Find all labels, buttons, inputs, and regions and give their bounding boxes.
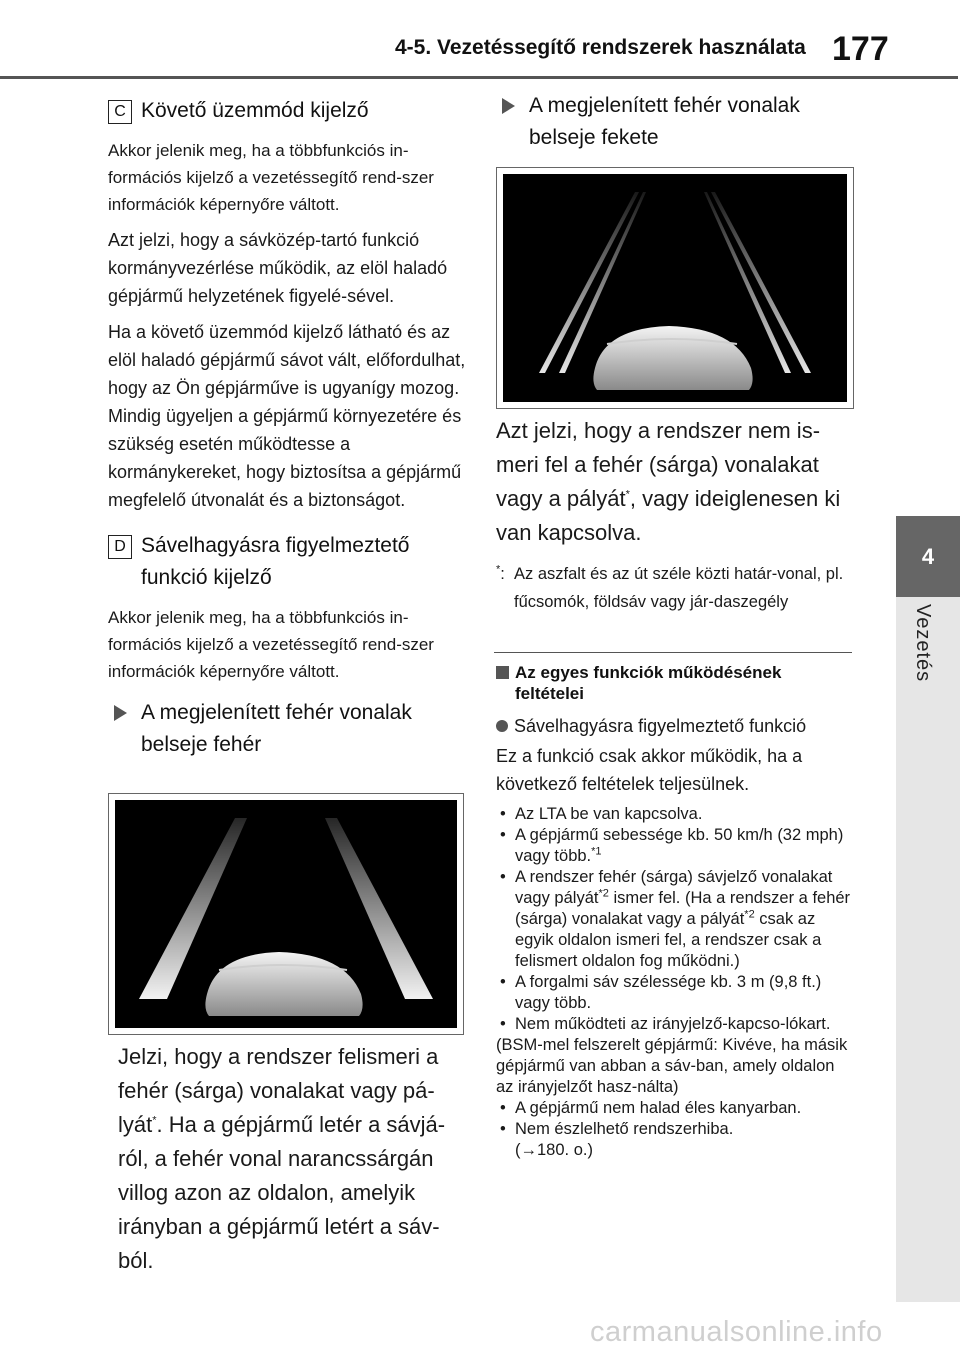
- right-column-top: [496, 90, 852, 154]
- footnote-star: *: [496, 563, 501, 576]
- section-divider: [494, 652, 852, 653]
- white-inside-heading: [108, 697, 466, 761]
- list-item: [496, 804, 854, 825]
- section-title: 4-5. Vezetéssegítő rendszerek használata: [395, 36, 806, 59]
- black-inside-description: [496, 414, 856, 550]
- list-item: [496, 1098, 854, 1119]
- footnote-mark: *2: [744, 908, 755, 921]
- list-item-text: ismer fel. (Ha a rendszer a fehér (sárga) vonalakat vagy a pályát: [515, 889, 851, 928]
- footnote-sep: :: [500, 565, 505, 583]
- lane-display-figure-black: [496, 167, 854, 409]
- section-d-intro: Akkor jelenik meg, ha a többfunkciós in-formációs kijelző a vezetéssegítő rend-szer információk képernyőre váltott.: [108, 608, 434, 681]
- left-column: [108, 95, 466, 761]
- chapter-tab[interactable]: 4: [896, 516, 960, 597]
- lane-display-white-illustration: [109, 794, 463, 1034]
- white-inside-text-b: . Ha a gépjármű letér a sávjá-ról, a fehér vonal narancssárgán villog azon az oldalon, amelyik irányban a gépjármű letért a sáv-ból.: [118, 1112, 446, 1273]
- left-column-bottom: [118, 1040, 458, 1278]
- conditions-section: [496, 662, 854, 1161]
- list-item-text: csak az egyik oldalon ismeri fel, a rendszer csak a felismert oldalon fog működni.): [515, 910, 822, 970]
- chapter-label: Vezetés: [912, 604, 934, 683]
- list-item-text: A rendszer fehér (sárga) sávjelző vonalakat vagy pályát: [515, 868, 833, 907]
- list-item-text: A gépjármű nem halad éles kanyarban.: [515, 1099, 802, 1117]
- section-c-heading: [108, 95, 466, 127]
- black-inside-heading: [496, 90, 852, 154]
- conditions-list: [496, 804, 854, 1035]
- conditions-subheading: [496, 714, 854, 738]
- list-item: [496, 1014, 854, 1035]
- list-item-text: A forgalmi sáv szélessége kb. 3 m (9,8 ft.) vagy több.: [515, 973, 822, 1012]
- white-inside-description: [118, 1040, 458, 1278]
- list-item: [496, 825, 854, 867]
- black-inside-text-a: Azt jelzi, hogy a rendszer nem is-meri fel a fehér (sárga) vonalakat vagy a pályát: [496, 418, 821, 511]
- list-item-text: A gépjármű sebessége kb. 50 km/h (32 mph) vagy több.: [515, 826, 844, 865]
- circle-bullet-icon: [496, 720, 508, 732]
- section-d-marker: D: [108, 535, 132, 559]
- section-d-title: Sávelhagyásra figyelmeztető funkció kijelző: [141, 534, 410, 589]
- black-inside-heading-text: A megjelenített fehér vonalak belseje fekete: [529, 94, 800, 149]
- section-c-paragraph-2: Ha a követő üzemmód kijelző látható és az elöl haladó gépjármű sávot vált, előfordulhat, hogy az Ön gépjárműve is ugyanígy mozog. Mindig ügyeljen a gépjármű környezetére és szükség esetén működtesse a kormánykereket, hogy biztosítsa a gépjármű megfelelő útvonalát és a biztonságot.: [108, 322, 466, 510]
- bsm-note: (BSM-mel felszerelt gépjármű: Kivéve, ha másik gépjármű van abban a sáv-ban, amely oldalon az irányjelzőt hasz-nálta): [496, 1036, 848, 1096]
- conditions-subtitle: Sávelhagyásra figyelmeztető funkció: [514, 716, 807, 736]
- black-inside-text-b: , vagy ideiglenesen ki van kapcsolva.: [496, 486, 841, 545]
- section-c-marker: C: [108, 100, 132, 124]
- list-item-text: Az LTA be van kapcsolva.: [515, 805, 703, 823]
- footnote-text: Az aszfalt és az út széle közti határ-vonal, pl. fűcsomók, földsáv vagy jár-daszegély: [514, 565, 844, 611]
- section-c-intro: Akkor jelenik meg, ha a többfunkciós in-formációs kijelző a vezetéssegítő rend-szer információk képernyőre váltott.: [108, 141, 434, 214]
- right-column-body: [496, 414, 856, 616]
- section-d-heading: [108, 530, 466, 594]
- header-divider: [0, 76, 958, 79]
- page-number: 177: [832, 30, 889, 68]
- list-item-text: Nem működteti az irányjelző-kapcso-lókart.: [515, 1015, 831, 1033]
- section-c-title: Követő üzemmód kijelző: [141, 99, 369, 122]
- conditions-list-2: [496, 1098, 854, 1161]
- conditions-lead: Ez a funkció csak akkor működik, ha a következő feltételek teljesülnek.: [496, 746, 803, 794]
- triangle-bullet-icon: [502, 98, 515, 114]
- white-inside-heading-text: A megjelenített fehér vonalak belseje fehér: [141, 701, 412, 756]
- list-item: [496, 867, 854, 972]
- footnote: [496, 560, 856, 616]
- page-reference-link[interactable]: (→180. o.): [515, 1141, 593, 1159]
- section-c-paragraph-1: Azt jelzi, hogy a sávközép-tartó funkció kormányvezérlése működik, az elöl haladó gépjármű helyzetének figyelé-sével.: [108, 230, 448, 306]
- footnote-mark: *: [625, 488, 630, 501]
- page-header: [0, 0, 960, 78]
- square-bullet-icon: [496, 666, 509, 679]
- list-item: [496, 972, 854, 1014]
- conditions-title: Az egyes funkciók működésének feltételei: [515, 663, 782, 703]
- footnote-mark: *2: [598, 887, 609, 900]
- chapter-tab-strip: [896, 597, 960, 1302]
- conditions-heading: [496, 662, 854, 704]
- list-item: [496, 1119, 854, 1161]
- lane-display-black-illustration: [497, 168, 853, 408]
- watermark: carmanualsonline.info: [590, 1316, 883, 1348]
- footnote-mark: *: [152, 1114, 157, 1127]
- list-item-text: Nem észlelhető rendszerhiba.: [515, 1120, 734, 1138]
- white-inside-text-a: Jelzi, hogy a rendszer felismeri a fehér (sárga) vonalakat vagy pá-lyát: [118, 1044, 439, 1137]
- footnote-marker: [496, 560, 514, 616]
- footnote-mark: *1: [591, 845, 602, 858]
- triangle-bullet-icon: [114, 705, 127, 721]
- lane-display-figure-white: [108, 793, 464, 1035]
